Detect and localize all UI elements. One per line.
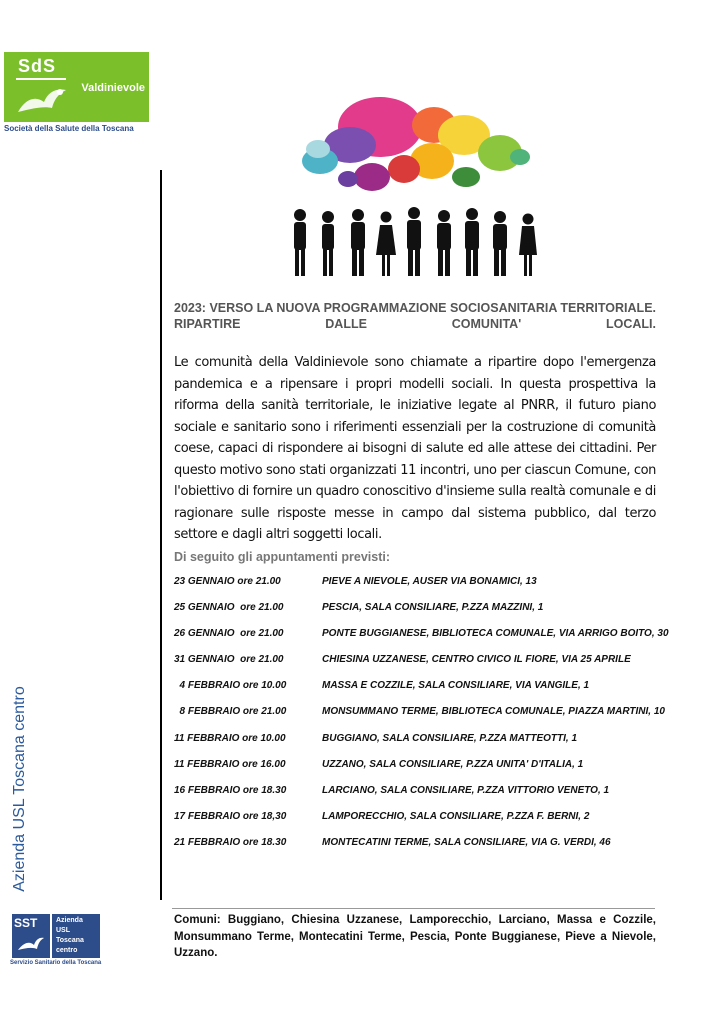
event-date: 16 FEBBRAIO ore 18.30 xyxy=(174,784,287,796)
event-place: PESCIA, SALA CONSILIARE, P.ZZA MAZZINI, 1 xyxy=(322,602,544,614)
community-dialogue-illustration xyxy=(288,95,548,280)
event-place: LAMPORECCHIO, SALA CONSILIARE, P.ZZA F. BERNI, 2 xyxy=(322,810,590,822)
list-item xyxy=(174,837,714,863)
event-place: MASSA E COZZILE, SALA CONSILIARE, VIA VANGILE, 1 xyxy=(322,680,590,692)
vertical-divider xyxy=(160,170,162,900)
sst-logo-line: USL xyxy=(56,927,70,934)
horizontal-divider xyxy=(172,908,655,909)
event-date: 23 GENNAIO ore 21.00 xyxy=(174,576,281,587)
appointments-heading: Di seguito gli appuntamenti previsti: xyxy=(174,550,390,564)
list-item xyxy=(174,602,714,628)
speech-bubbles-icon xyxy=(302,97,530,191)
list-item xyxy=(174,576,714,602)
comuni-footer: Comuni: Buggiano, Chiesina Uzzanese, Lamporecchio, Larciano, Massa e Cozzile, Monsummano Terme, Montecatini Terme, Pescia, Ponte Buggianese, Pieve a Nievole, Uzzano. xyxy=(174,914,656,959)
events-list xyxy=(174,576,714,863)
list-item xyxy=(174,706,714,732)
event-date: 21 FEBBRAIO ore 18.30 xyxy=(174,836,287,848)
event-date: 11 FEBBRAIO ore 10.00 xyxy=(174,732,286,744)
event-place: UZZANO, SALA CONSILIARE, P.ZZA UNITA' D'ITALIA, 1 xyxy=(322,758,584,770)
event-date: 26 GENNAIO ore 21.00 xyxy=(174,628,284,640)
list-item xyxy=(174,759,714,785)
event-place: CHIESINA UZZANESE, CENTRO CIVICO IL FIORE, VIA 25 APRILE xyxy=(322,654,631,666)
event-date: 11 FEBBRAIO ore 16.00 xyxy=(174,758,286,770)
list-item xyxy=(174,811,714,837)
people-silhouettes-icon xyxy=(294,207,537,276)
list-item xyxy=(174,628,714,654)
list-item xyxy=(174,680,714,706)
event-place: BUGGIANO, SALA CONSILIARE, P.ZZA MATTEOTTI, 1 xyxy=(322,732,578,744)
sst-logo-abbr: SST xyxy=(14,916,38,930)
side-vertical-label: Azienda USL Toscana centro xyxy=(11,686,28,892)
sst-azienda-usl-logo xyxy=(12,914,100,958)
event-place: PIEVE A NIEVOLE, AUSER VIA BONAMICI, 13 xyxy=(322,576,537,587)
event-date: 4 FEBBRAIO ore 10.00 xyxy=(174,680,287,692)
event-place: LARCIANO, SALA CONSILIARE, P.ZZA VITTORIO VENETO, 1 xyxy=(322,784,610,796)
event-date: 31 GENNAIO ore 21.00 xyxy=(174,654,284,666)
sst-logo-line: Toscana xyxy=(56,937,84,944)
bird-icon xyxy=(16,932,46,954)
event-date: 8 FEBBRAIO ore 21.00 xyxy=(174,706,287,718)
sds-logo-abbr: SdS xyxy=(18,56,57,76)
intro-paragraph: Le comunità della Valdinievole sono chiamate a ripartire dopo l'emergenza pandemica e a ripensare i propri modelli sociali. In questa prospettiva la riforma della sanità territoriale, le iniziative legate al PNRR, il futuro piano sociale e sanitario sono i riferimenti essenziali per la costruzione di comunità coese, capaci di rispondere ai bisogni di salute ed alle attese dei cittadini. Per questo motivo sono stati organizzati 11 incontri, uno per ciascun Comune, con l'obiettivo di fornire un quadro conoscitivo d'insieme sulla realtà comunale e di ragionare sulle risposte messe in campo dal sistema pubblico, dal terzo settore e dagli altri soggetti locali. xyxy=(174,355,656,542)
sst-logo-line: centro xyxy=(56,947,78,954)
list-item xyxy=(174,654,714,680)
sds-logo-tagline: Società della Salute della Toscana xyxy=(4,124,134,133)
document-title: 2023: VERSO LA NUOVA PROGRAMMAZIONE SOCIOSANITARIA TERRITORIALE. RIPARTIRE DALLE COMUNITA' LOCALI. xyxy=(174,301,656,331)
event-date: 17 FEBBRAIO ore 18,30 xyxy=(174,810,287,822)
sst-logo-tagline: Servizio Sanitario della Toscana xyxy=(10,960,102,966)
sst-logo-mark xyxy=(12,914,50,958)
sst-logo-line: Azienda xyxy=(56,917,83,924)
event-place: PONTE BUGGIANESE, BIBLIOTECA COMUNALE, VIA ARRIGO BOITO, 30 xyxy=(322,628,669,640)
list-item xyxy=(174,785,714,811)
event-place: MONSUMMANO TERME, BIBLIOTECA COMUNALE, PIAZZA MARTINI, 10 xyxy=(322,706,665,718)
list-item xyxy=(174,733,714,759)
event-date: 25 GENNAIO ore 21.00 xyxy=(174,602,284,614)
sds-valdinievole-logo xyxy=(4,52,149,122)
event-place: MONTECATINI TERME, SALA CONSILIARE, VIA G. VERDI, 46 xyxy=(322,836,611,848)
sst-logo-text-block xyxy=(52,914,100,958)
bird-icon xyxy=(14,80,72,120)
sds-logo-area: Valdinievole xyxy=(81,82,145,94)
